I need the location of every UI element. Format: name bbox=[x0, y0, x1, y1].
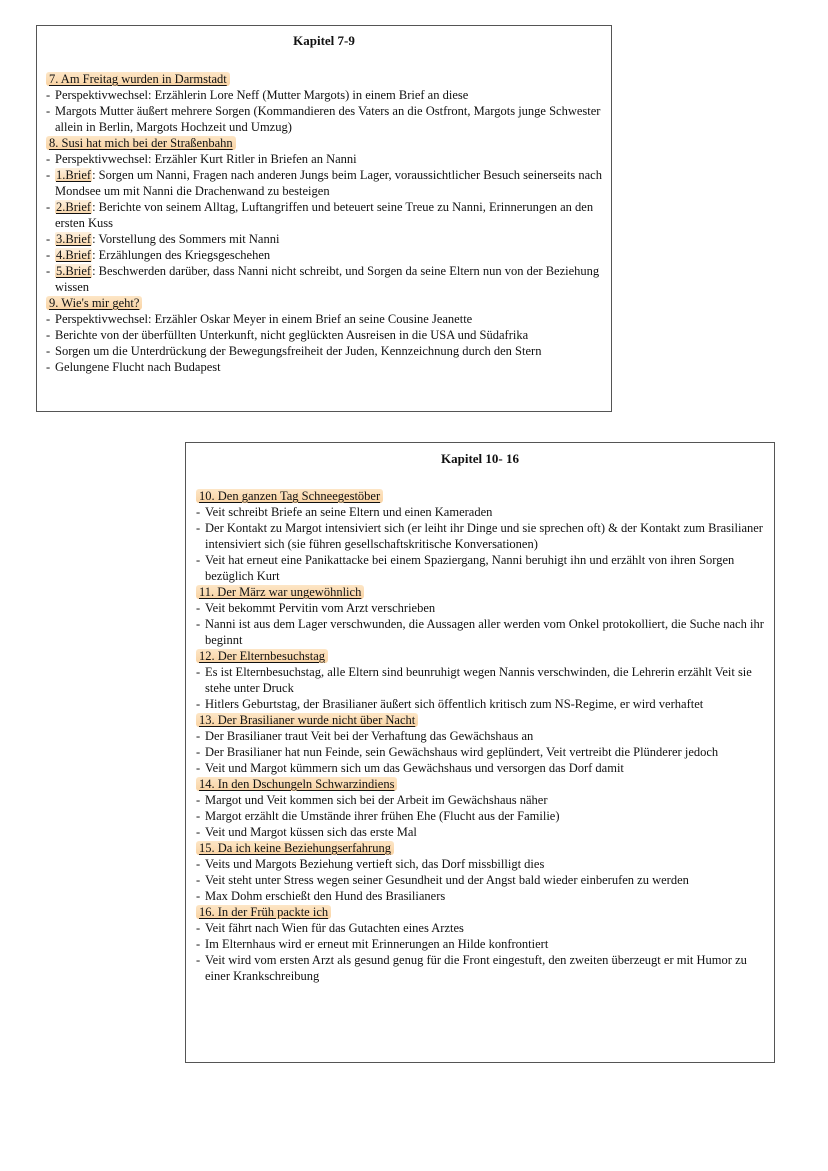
list-item: - Veit wird vom ersten Arzt als gesund genug für die Front eingestuft, den zweiten überzeugt er mit Humor zu einer Krankschreibung bbox=[196, 952, 770, 984]
box-content bbox=[46, 71, 606, 375]
list-item: - Perspektivwechsel: Erzähler Kurt Ritler in Briefen an Nanni bbox=[46, 151, 606, 167]
box-content bbox=[196, 488, 770, 984]
list-item: - 1.Brief: Sorgen um Nanni, Fragen nach anderen Jungs beim Lager, voraussichtlicher Besuch seinerseits nach Mondsee um mit Nanni die Drachenwand zu besteigen bbox=[46, 167, 606, 199]
section-heading: 10. Den ganzen Tag Schneegestöber bbox=[196, 488, 770, 504]
bullet-list bbox=[196, 856, 770, 904]
list-item: - 4.Brief: Erzählungen des Kriegsgeschehen bbox=[46, 247, 606, 263]
list-item: - Der Brasilianer traut Veit bei der Verhaftung das Gewächshaus an bbox=[196, 728, 770, 744]
list-item: - Veit steht unter Stress wegen seiner Gesundheit und der Angst bald wieder einberufen zu werden bbox=[196, 872, 770, 888]
list-item: - 3.Brief: Vorstellung des Sommers mit Nanni bbox=[46, 231, 606, 247]
list-item: - Veit hat erneut eine Panikattacke bei einem Spaziergang, Nanni beruhigt ihn und erzählt von ihren Sorgen bezüglich Kurt bbox=[196, 552, 770, 584]
list-item: - Gelungene Flucht nach Budapest bbox=[46, 359, 606, 375]
section bbox=[46, 135, 606, 295]
list-item: - Der Brasilianer hat nun Feinde, sein Gewächshaus wird geplündert, Veit vertreibt die Plünderer jedoch bbox=[196, 744, 770, 760]
list-item: - Veit und Margot küssen sich das erste Mal bbox=[196, 824, 770, 840]
chapter-summary-box-7-9 bbox=[36, 25, 612, 412]
list-item: - Im Elternhaus wird er erneut mit Erinnerungen an Hilde konfrontiert bbox=[196, 936, 770, 952]
section bbox=[196, 840, 770, 904]
list-item: - Veits und Margots Beziehung vertieft sich, das Dorf missbilligt dies bbox=[196, 856, 770, 872]
letter-label: 2.Brief bbox=[56, 200, 92, 214]
section-heading: 12. Der Elternbesuchstag bbox=[196, 648, 770, 664]
section bbox=[46, 295, 606, 375]
list-item: - Veit bekommt Pervitin vom Arzt verschrieben bbox=[196, 600, 770, 616]
bullet-list bbox=[196, 792, 770, 840]
section bbox=[196, 584, 770, 648]
list-item: - Berichte von der überfüllten Unterkunft, nicht geglückten Ausreisen in die USA und Südafrika bbox=[46, 327, 606, 343]
bullet-list bbox=[46, 151, 606, 295]
bullet-list bbox=[46, 87, 606, 135]
list-item: - Veit fährt nach Wien für das Gutachten eines Arztes bbox=[196, 920, 770, 936]
letter-label: 4.Brief bbox=[56, 248, 92, 262]
section-heading: 14. In den Dschungeln Schwarzindiens bbox=[196, 776, 770, 792]
list-item: - 2.Brief: Berichte von seinem Alltag, Luftangriffen und beteuert seine Treue zu Nanni, Erinnerungen an den ersten Kuss bbox=[46, 199, 606, 231]
chapter-summary-box-10-16 bbox=[185, 442, 775, 1063]
letter-label: 1.Brief bbox=[56, 168, 92, 182]
section-heading: 9. Wie's mir geht? bbox=[46, 295, 606, 311]
section bbox=[196, 904, 770, 984]
letter-label: 5.Brief bbox=[56, 264, 92, 278]
section-heading: 16. In der Früh packte ich bbox=[196, 904, 770, 920]
list-item: - Hitlers Geburtstag, der Brasilianer äußert sich öffentlich kritisch zum NS-Regime, er wird verhaftet bbox=[196, 696, 770, 712]
list-item: - Veit schreibt Briefe an seine Eltern und einen Kameraden bbox=[196, 504, 770, 520]
section bbox=[196, 648, 770, 712]
list-item: - Max Dohm erschießt den Hund des Brasilianers bbox=[196, 888, 770, 904]
bullet-list bbox=[196, 920, 770, 984]
box-title: Kapitel 10- 16 bbox=[441, 451, 519, 466]
list-item: - Perspektivwechsel: Erzähler Oskar Meyer in einem Brief an seine Cousine Jeanette bbox=[46, 311, 606, 327]
section bbox=[196, 712, 770, 776]
section-heading: 7. Am Freitag wurden in Darmstadt bbox=[46, 71, 606, 87]
list-item: - Sorgen um die Unterdrückung der Bewegungsfreiheit der Juden, Kennzeichnung durch den Stern bbox=[46, 343, 606, 359]
list-item: - Der Kontakt zu Margot intensiviert sich (er leiht ihr Dinge und sie sprechen oft) & der Kontakt zum Brasilianer intensiviert sich (sie führen gesellschaftskritische Konversationen) bbox=[196, 520, 770, 552]
list-item: - Perspektivwechsel: Erzählerin Lore Neff (Mutter Margots) in einem Brief an diese bbox=[46, 87, 606, 103]
list-item: - 5.Brief: Beschwerden darüber, dass Nanni nicht schreibt, und Sorgen da seine Eltern nun von der Beziehung wissen bbox=[46, 263, 606, 295]
bullet-list bbox=[196, 600, 770, 648]
list-item: - Margot und Veit kommen sich bei der Arbeit im Gewächshaus näher bbox=[196, 792, 770, 808]
bullet-list bbox=[196, 664, 770, 712]
box-title: Kapitel 7-9 bbox=[293, 33, 355, 48]
section bbox=[196, 488, 770, 584]
section-heading: 15. Da ich keine Beziehungserfahrung bbox=[196, 840, 770, 856]
section-heading: 8. Susi hat mich bei der Straßenbahn bbox=[46, 135, 606, 151]
bullet-list bbox=[196, 504, 770, 584]
list-item: - Margot erzählt die Umstände ihrer frühen Ehe (Flucht aus der Familie) bbox=[196, 808, 770, 824]
section bbox=[46, 71, 606, 135]
section bbox=[196, 776, 770, 840]
list-item: - Es ist Elternbesuchstag, alle Eltern sind beunruhigt wegen Nannis verschwinden, die Lehrerin erzählt Veit sie stehe unter Druck bbox=[196, 664, 770, 696]
bullet-list bbox=[46, 311, 606, 375]
bullet-list bbox=[196, 728, 770, 776]
section-heading: 13. Der Brasilianer wurde nicht über Nacht bbox=[196, 712, 770, 728]
section-heading: 11. Der März war ungewöhnlich bbox=[196, 584, 770, 600]
letter-label: 3.Brief bbox=[56, 232, 92, 246]
list-item: - Margots Mutter äußert mehrere Sorgen (Kommandieren des Vaters an die Ostfront, Margots junge Schwester allein in Berlin, Margots Hochzeit und Umzug) bbox=[46, 103, 606, 135]
list-item: - Veit und Margot kümmern sich um das Gewächshaus und versorgen das Dorf damit bbox=[196, 760, 770, 776]
list-item: - Nanni ist aus dem Lager verschwunden, die Aussagen aller werden vom Onkel protokolliert, die Suche nach ihr beginnt bbox=[196, 616, 770, 648]
